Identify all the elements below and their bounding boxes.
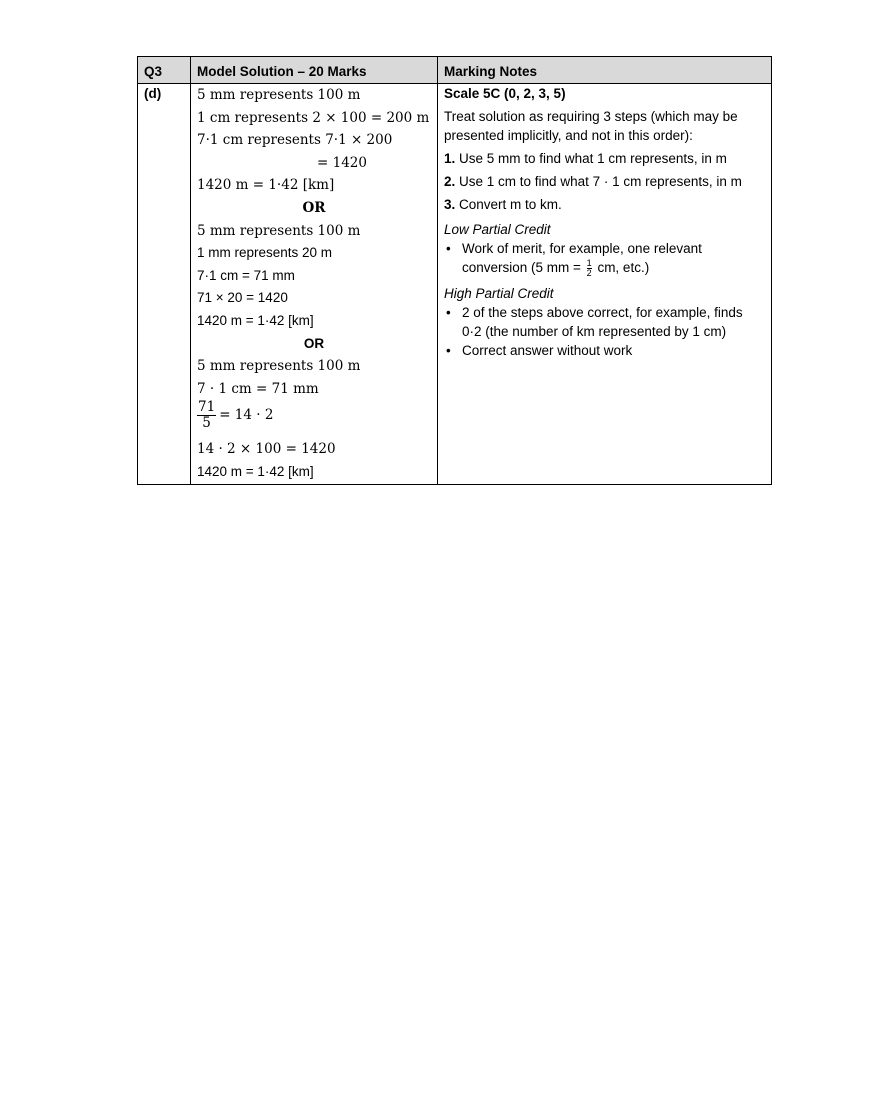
solution-line: 5 mm represents 100 m xyxy=(197,222,361,239)
part-label: (d) xyxy=(138,84,191,485)
fraction-denominator: 5 xyxy=(202,415,211,432)
low-credit-list xyxy=(444,239,765,278)
fraction-line xyxy=(197,400,431,438)
solution-line: 5 mm represents 100 m xyxy=(197,87,361,103)
step-number: 2. xyxy=(444,174,456,189)
solution-line: 1420 m = 1·42 [km] xyxy=(197,312,314,328)
solution-line: 7 · 1 cm = 71 mm xyxy=(197,380,319,397)
marking-notes-cell xyxy=(438,84,772,485)
solution-line: 5 mm represents 100 m xyxy=(197,358,361,375)
high-credit-list xyxy=(444,303,765,360)
header-solution: Model Solution – 20 Marks xyxy=(191,57,438,84)
solution-line: 1420 m = 1·42 [km] xyxy=(197,463,314,479)
solution-line: = 1420 xyxy=(317,154,367,171)
marking-scheme-table xyxy=(137,56,772,485)
solution-line: 1 cm represents 2 × 100 = 200 m xyxy=(197,109,430,126)
header-notes: Marking Notes xyxy=(438,57,772,84)
step-text: Use 1 cm to find what 7 · 1 cm represents, in m xyxy=(459,174,742,189)
fraction-denominator: 2 xyxy=(586,267,592,278)
scale-heading: Scale 5C (0, 2, 3, 5) xyxy=(444,86,566,101)
or-separator: OR xyxy=(302,199,326,216)
list-item xyxy=(462,239,765,278)
fraction-numerator: 71 xyxy=(198,399,216,416)
step-item xyxy=(444,172,765,191)
list-item: • Correct answer without work xyxy=(462,341,765,360)
low-credit-text: Work of merit, for example, one relevant conversion (5 mm = xyxy=(462,241,702,275)
step-text: Convert m to km. xyxy=(459,197,562,212)
list-item: • 2 of the steps above correct, for example, finds 0·2 (the number of km represented by 1 cm) xyxy=(462,303,765,341)
part-d-row xyxy=(138,84,772,485)
header-question: Q3 xyxy=(138,57,191,84)
half-fraction xyxy=(587,259,592,278)
solution-line: 7·1 cm = 71 mm xyxy=(197,267,295,283)
step-item xyxy=(444,195,765,214)
fraction xyxy=(197,400,216,431)
step-text: Use 5 mm to find what 1 cm represents, in m xyxy=(459,151,727,166)
fraction-numerator: 1 xyxy=(586,257,592,268)
fraction-result: = 14 · 2 xyxy=(219,407,274,424)
low-partial-credit-heading: Low Partial Credit xyxy=(444,222,551,237)
header-row xyxy=(138,57,772,84)
model-solution-cell xyxy=(191,84,438,485)
step-number: 1. xyxy=(444,151,456,166)
solution-line: 14 · 2 × 100 = 1420 xyxy=(197,441,336,458)
step-number: 3. xyxy=(444,197,456,212)
low-credit-text-end: cm, etc.) xyxy=(593,260,650,275)
solution-line: 1420 m = 1·42 [km] xyxy=(197,177,335,194)
or-separator: OR xyxy=(303,335,325,351)
step-item xyxy=(444,149,765,168)
solution-line: 71 × 20 = 1420 xyxy=(197,290,288,306)
notes-intro: Treat solution as requiring 3 steps (which may be presented implicitly, and not in this order): xyxy=(444,109,738,143)
high-partial-credit-heading: High Partial Credit xyxy=(444,285,554,301)
solution-line: 1 mm represents 20 m xyxy=(197,245,333,261)
solution-line: 7·1 cm represents 7·1 × 200 xyxy=(197,132,393,149)
